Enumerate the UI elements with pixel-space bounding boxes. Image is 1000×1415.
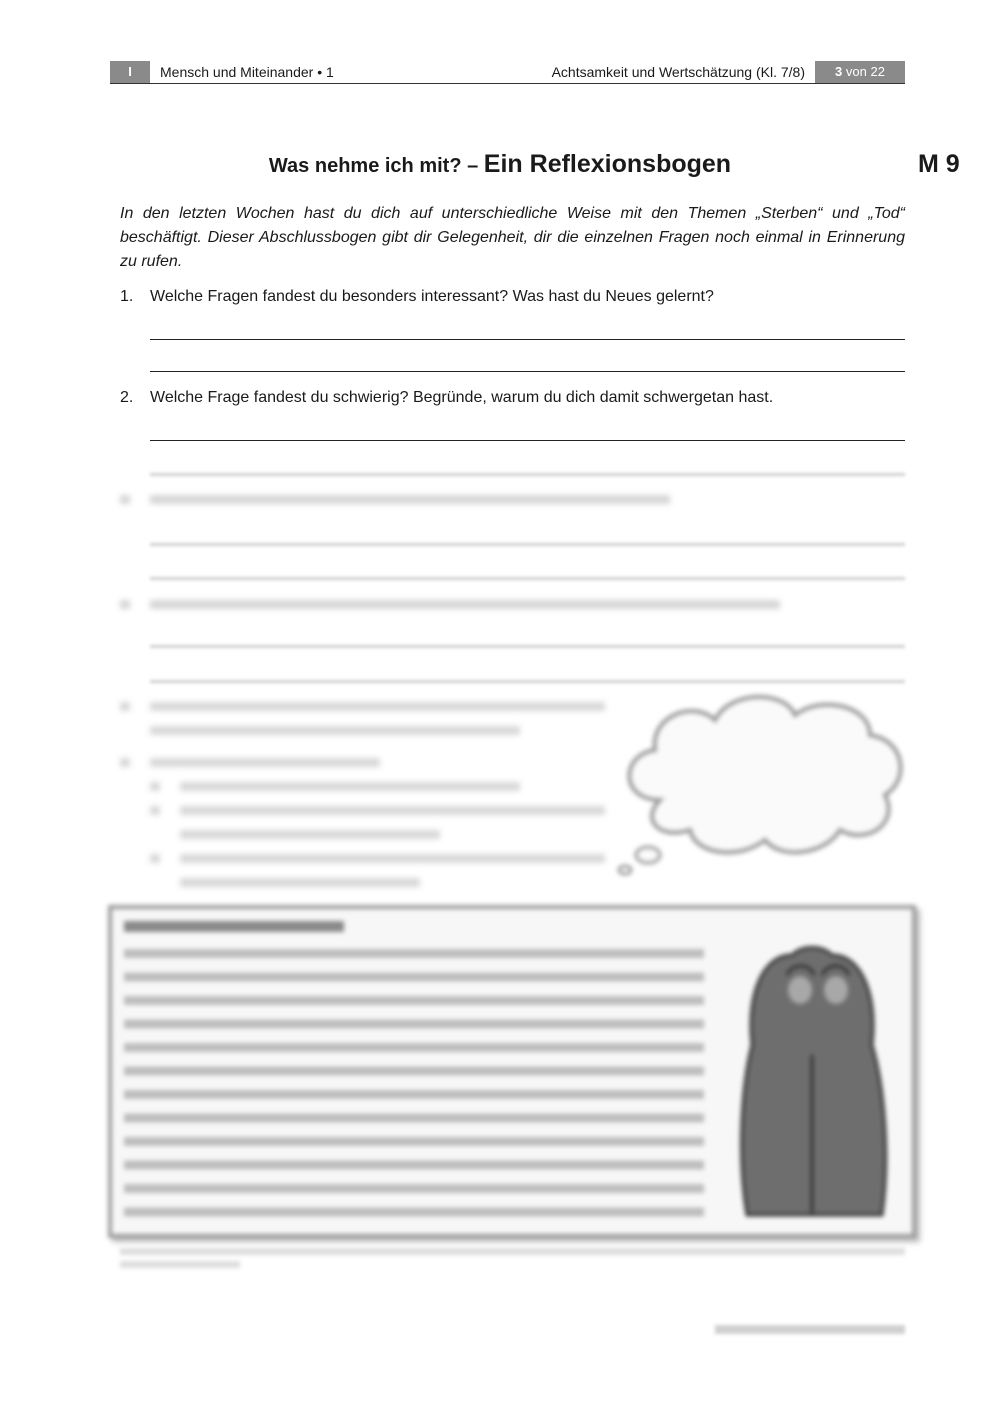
question-text: Welche Fragen fandest du besonders interessant? Was hast du Neues gelernt? bbox=[150, 288, 714, 305]
story-text-placeholder bbox=[124, 949, 704, 1229]
page-indicator bbox=[815, 61, 905, 83]
answer-line[interactable] bbox=[150, 440, 905, 441]
blurred-questions-5-6 bbox=[120, 698, 610, 893]
thought-cloud bbox=[600, 680, 920, 880]
answer-line[interactable] bbox=[150, 371, 905, 372]
page-number: 3 bbox=[835, 64, 843, 79]
material-code: M 9 bbox=[918, 150, 960, 178]
answer-line[interactable] bbox=[150, 339, 905, 340]
page-total: von 22 bbox=[845, 64, 885, 79]
question-text: Welche Frage fandest du schwierig? Begründe, warum du dich damit schwergetan hast. bbox=[150, 389, 774, 406]
publisher-footer bbox=[715, 1325, 905, 1334]
question-number: 1. bbox=[120, 288, 134, 305]
monks-illustration bbox=[732, 935, 892, 1225]
question-number: 2. bbox=[120, 389, 134, 406]
blurred-question-4 bbox=[120, 597, 780, 611]
answer-line[interactable] bbox=[150, 577, 905, 580]
story-box bbox=[108, 905, 916, 1238]
question-1 bbox=[120, 287, 714, 307]
answer-line[interactable] bbox=[150, 473, 905, 476]
story-title-placeholder bbox=[124, 921, 344, 932]
intro-text: In den letzten Wochen hast du dich auf unterschiedliche Weise mit den Themen „Sterben“ und „Tod“ beschäftigt. Dieser Abschlussbogen gibt dir Gelegenheit, dir die einzelnen Fragen noch einmal in Erinnerung zu rufen. bbox=[120, 205, 905, 270]
answer-line[interactable] bbox=[150, 543, 905, 546]
section-badge: I bbox=[110, 61, 150, 83]
header-subject: Mensch und Miteinander • 1 bbox=[160, 64, 334, 80]
answer-line[interactable] bbox=[150, 645, 905, 648]
header-topic: Achtsamkeit und Wertschätzung (Kl. 7/8) bbox=[551, 64, 805, 80]
title-part2: Ein Reflexionsbogen bbox=[483, 150, 732, 178]
blurred-question-3 bbox=[120, 492, 680, 506]
page-header bbox=[110, 61, 905, 84]
source-note bbox=[120, 1245, 905, 1268]
title-part1: Was nehme ich mit? – bbox=[268, 155, 484, 177]
page-title bbox=[0, 150, 1000, 179]
question-2 bbox=[120, 388, 773, 408]
